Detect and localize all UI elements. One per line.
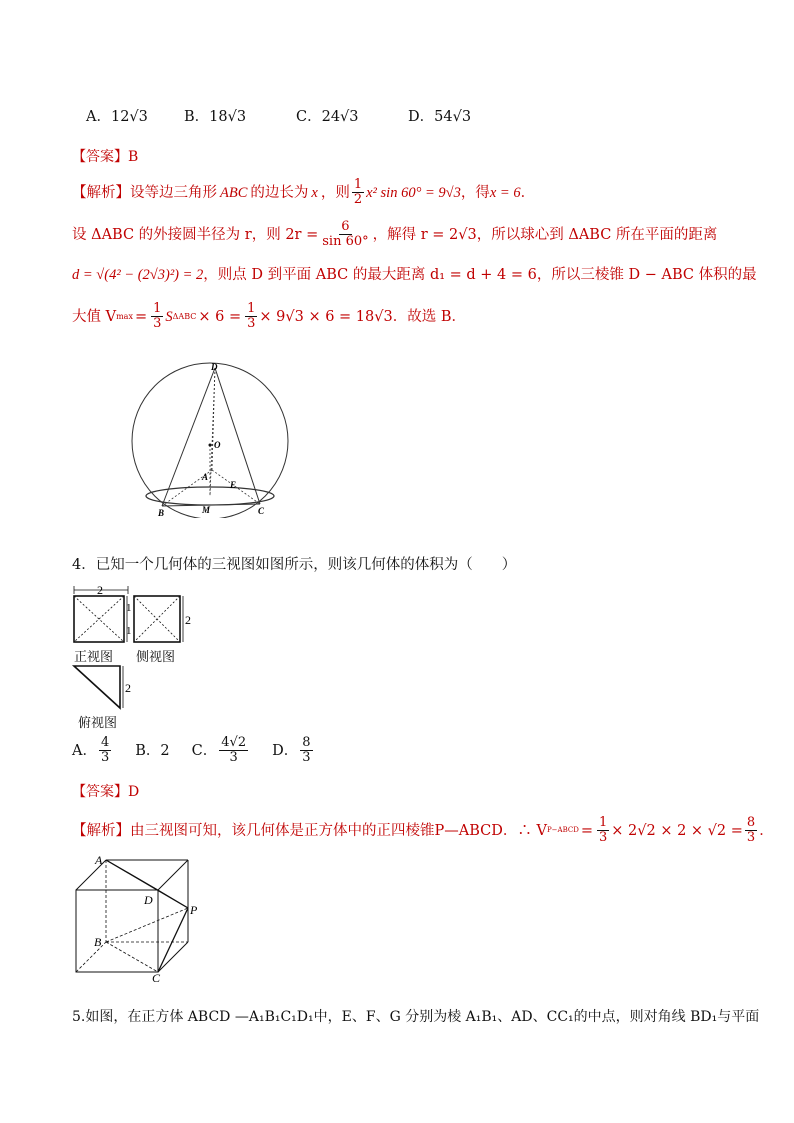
dim-side-2: 1 bbox=[126, 625, 132, 637]
text: 设 ΔABC 的外接圆半径为 r，则 2r = bbox=[72, 226, 319, 243]
text: × 2√2 × 2 × √2 = bbox=[611, 822, 743, 839]
dim-side-1: 1 bbox=[126, 602, 132, 614]
option-a: A．12√3 bbox=[86, 109, 148, 125]
label-c: C bbox=[258, 506, 265, 516]
text: 设等边三角形 bbox=[130, 184, 217, 201]
sub: ΔABC bbox=[172, 311, 197, 321]
option-a-label: A． bbox=[72, 742, 97, 759]
text: ，得 bbox=[460, 184, 490, 201]
math: x bbox=[311, 184, 318, 201]
edge-dc bbox=[215, 368, 260, 504]
dim-right: 2 bbox=[185, 613, 191, 627]
option-d-value: $\frac{8}{3}$ bbox=[302, 735, 311, 766]
answer-tag: 【答案】 bbox=[72, 784, 128, 800]
option-c-label: C． bbox=[191, 742, 218, 759]
plan-view bbox=[74, 666, 120, 708]
sub: P−ABCD bbox=[546, 826, 579, 835]
math: x = 6 bbox=[489, 184, 521, 201]
label-a: A bbox=[202, 472, 209, 482]
q4-analysis-line bbox=[72, 816, 774, 846]
answer-value: B bbox=[128, 149, 139, 165]
edge-da bbox=[212, 368, 215, 470]
analysis-line-2 bbox=[72, 220, 717, 250]
text: ． bbox=[520, 184, 536, 201]
center-dot bbox=[209, 444, 212, 447]
label-b: B bbox=[158, 508, 165, 518]
side-view-label: 侧视图 bbox=[136, 650, 176, 665]
option-b: B．18√3 bbox=[184, 109, 247, 125]
math: S bbox=[165, 308, 173, 325]
math: ABC bbox=[220, 184, 248, 201]
label-b: B bbox=[94, 935, 102, 949]
text: = bbox=[134, 308, 148, 325]
text: ，则点 D 到平面 ABC 的最大距离 d₁ = d + 4 = 6，所以三棱锥 D − ABC 体积的最 bbox=[203, 267, 757, 283]
q4-options bbox=[72, 736, 315, 766]
label-a: A bbox=[95, 853, 103, 867]
text: × 9√3 × 6 = 18√3 bbox=[259, 308, 393, 325]
sub: max bbox=[116, 311, 133, 321]
fraction-half: $\frac{1}{2}$ bbox=[353, 177, 363, 208]
option-c: C．24√3 bbox=[296, 109, 359, 125]
fraction-6-sin60: $\frac{6}{\sin 60^\circ}$ bbox=[322, 219, 369, 250]
label-m: M bbox=[202, 505, 211, 515]
label-e: E bbox=[230, 480, 237, 490]
analysis-line-4 bbox=[72, 302, 466, 332]
label-c: C bbox=[152, 971, 161, 982]
analysis-tag: 【解析】 bbox=[72, 184, 130, 201]
axis-dm bbox=[210, 368, 215, 496]
fraction-8-3: $\frac{8}{3}$ bbox=[746, 815, 756, 846]
question-4-stem: 4．已知一个几何体的三视图如图所示，则该几何体的体积为（ ） bbox=[72, 557, 517, 573]
option-b: B．2 bbox=[135, 742, 170, 759]
label-p: P bbox=[190, 903, 198, 917]
text: ． bbox=[759, 822, 774, 839]
front-view-label: 正视图 bbox=[74, 650, 114, 665]
option-a-value: $\frac{4}{3}$ bbox=[100, 735, 110, 766]
fraction-third: $\frac{1}{3}$ bbox=[598, 815, 608, 846]
fraction-third: $\frac{1}{3}$ bbox=[153, 301, 162, 332]
math: x² sin 60° = 9√3 bbox=[366, 184, 461, 201]
text: = bbox=[580, 822, 593, 839]
question-5-stem: 5.如图，在正方体 ABCD —A₁B₁C₁D₁中，E、F、G 分别为棱 A₁B₁、AD、CC₁的中点，则对角线 BD₁与平面 bbox=[72, 1009, 760, 1025]
option-d: D．54√3 bbox=[408, 109, 472, 125]
label-o: O bbox=[214, 440, 221, 450]
analysis-tag: 【解析】 bbox=[72, 822, 130, 839]
option-c-value: $\frac{4√2}{3}$ bbox=[221, 735, 247, 766]
answer-tag: 【答案】 bbox=[72, 149, 128, 165]
dim-top: 2 bbox=[97, 583, 103, 597]
dim-plan: 2 bbox=[125, 681, 131, 695]
text: × 6 = bbox=[198, 308, 242, 325]
option-d-label: D． bbox=[272, 742, 299, 759]
analysis-line-1 bbox=[72, 178, 535, 208]
math: d = √(4² − (2√3)²) = 2 bbox=[72, 267, 204, 283]
answer-line bbox=[72, 146, 138, 166]
label-d: D bbox=[211, 362, 218, 372]
analysis-line-3 bbox=[72, 268, 757, 283]
edge-cp bbox=[158, 908, 188, 972]
text: ．故选 B． bbox=[392, 308, 466, 325]
text: 的边长为 bbox=[250, 184, 309, 201]
plan-view-label: 俯视图 bbox=[78, 716, 118, 731]
cube-pyramid-figure bbox=[70, 852, 210, 982]
q4-answer-line bbox=[72, 781, 139, 801]
text: 由三视图可知，该几何体是正方体中的正四棱锥P—ABCD．∴ V bbox=[130, 822, 547, 839]
label-d: D bbox=[144, 893, 153, 907]
fraction-third-2: $\frac{1}{3}$ bbox=[247, 301, 256, 332]
text: ，解得 r = 2√3，所以球心到 ΔABC 所在平面的距离 bbox=[372, 226, 718, 243]
text: 大值 V bbox=[72, 308, 117, 325]
sphere-pyramid-figure bbox=[128, 358, 292, 518]
answer-value: D bbox=[128, 784, 140, 800]
text: ，则 bbox=[320, 184, 350, 201]
edge-db bbox=[162, 368, 215, 506]
